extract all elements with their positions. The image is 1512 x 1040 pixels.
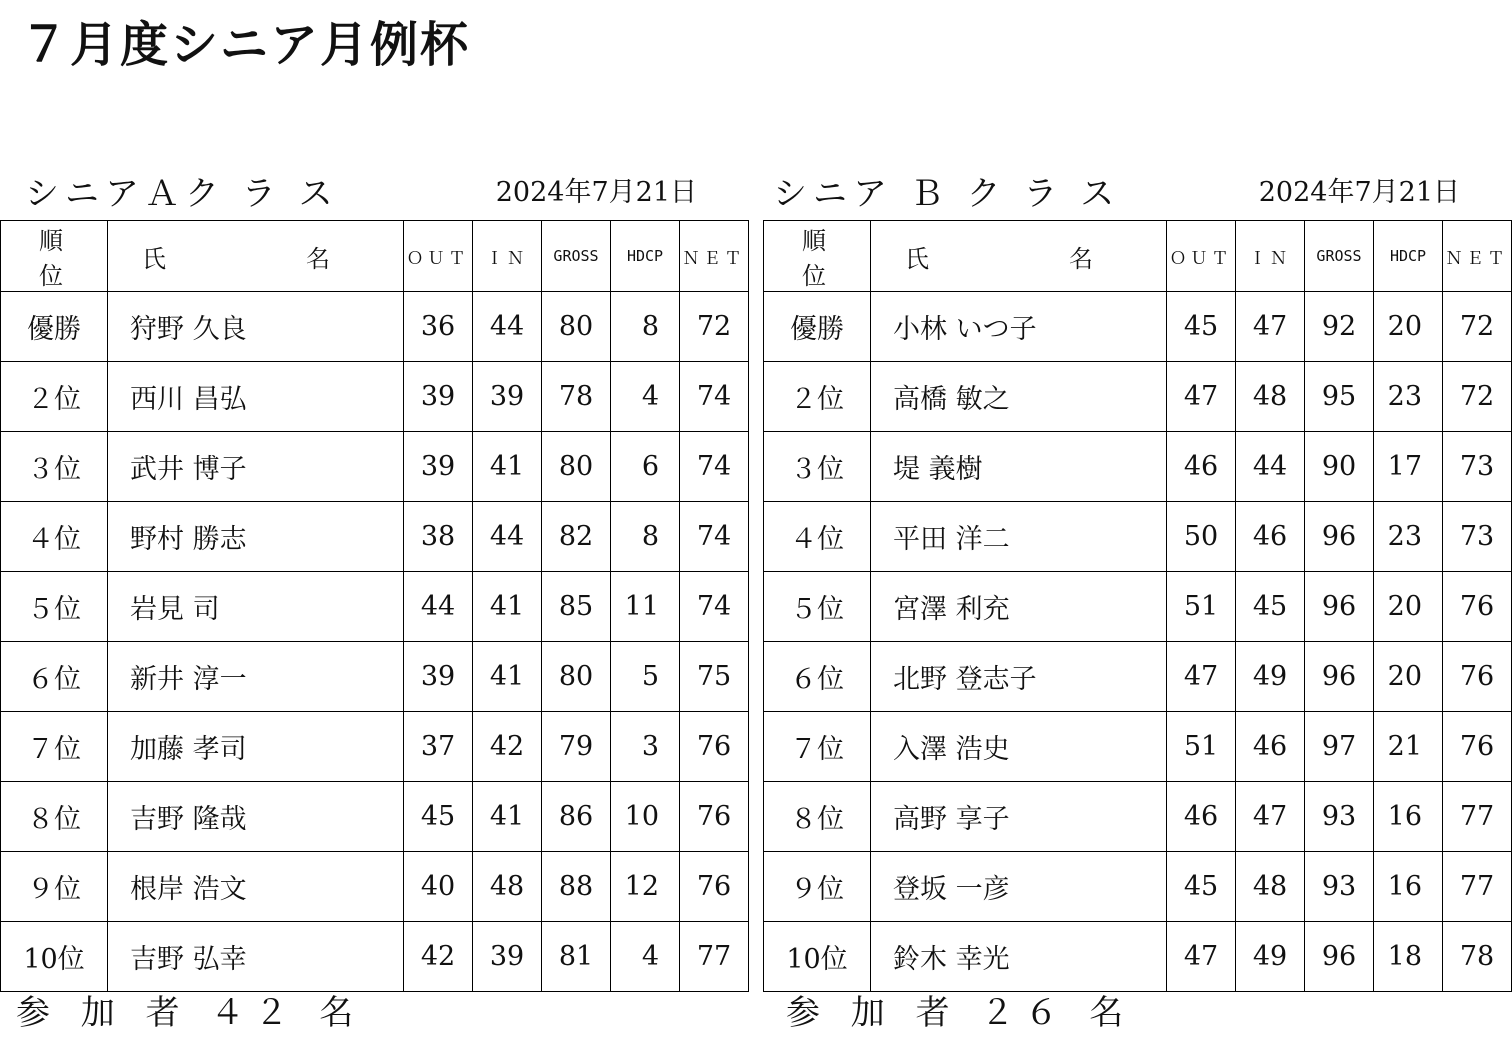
in-cell: 48 bbox=[1236, 852, 1305, 922]
col-out-header: ＯＵＴ bbox=[1167, 221, 1236, 292]
gross-cell: 93 bbox=[1305, 782, 1374, 852]
rank-cell: ８位 bbox=[1, 782, 108, 852]
hdcp-cell: 20 bbox=[1374, 642, 1443, 712]
table-row bbox=[764, 782, 1512, 852]
class-b-date: 2024年7月21日 bbox=[1258, 177, 1460, 208]
name-cell: 武井 博子 bbox=[108, 432, 404, 502]
table-row bbox=[1, 432, 749, 502]
gross-cell: 80 bbox=[542, 292, 611, 362]
class-b-table-body bbox=[764, 292, 1512, 992]
name-cell: 加藤 孝司 bbox=[108, 712, 404, 782]
gross-cell: 90 bbox=[1305, 432, 1374, 502]
rank-cell: ２位 bbox=[1, 362, 108, 432]
out-cell: 45 bbox=[404, 782, 473, 852]
rank-cell: 優勝 bbox=[764, 292, 871, 362]
net-cell: 78 bbox=[1443, 922, 1512, 992]
table-row bbox=[764, 572, 1512, 642]
gross-cell: 96 bbox=[1305, 922, 1374, 992]
col-name-header-1: 氏 bbox=[905, 244, 929, 273]
table-row bbox=[764, 922, 1512, 992]
net-cell: 76 bbox=[1443, 572, 1512, 642]
hdcp-cell: 5 bbox=[611, 642, 680, 712]
hdcp-cell: 23 bbox=[1374, 502, 1443, 572]
gross-cell: 96 bbox=[1305, 572, 1374, 642]
in-cell: 44 bbox=[473, 292, 542, 362]
rank-cell: ３位 bbox=[764, 432, 871, 502]
out-cell: 45 bbox=[1167, 852, 1236, 922]
rank-cell: 優勝 bbox=[1, 292, 108, 362]
out-cell: 47 bbox=[1167, 362, 1236, 432]
in-cell: 39 bbox=[473, 362, 542, 432]
class-a-header bbox=[0, 160, 705, 220]
page-title: ７月度シニア月例杯 bbox=[20, 17, 471, 73]
table-header-row bbox=[764, 221, 1512, 292]
gross-cell: 80 bbox=[542, 642, 611, 712]
in-cell: 41 bbox=[473, 432, 542, 502]
class-a-date: 2024年7月21日 bbox=[495, 177, 697, 208]
gross-cell: 97 bbox=[1305, 712, 1374, 782]
rank-cell: ３位 bbox=[1, 432, 108, 502]
net-cell: 77 bbox=[1443, 852, 1512, 922]
table-row bbox=[764, 502, 1512, 572]
in-cell: 44 bbox=[473, 502, 542, 572]
col-name-header-2: 名 bbox=[306, 244, 330, 273]
rank-cell: ５位 bbox=[1, 572, 108, 642]
col-net-header: ＮＥＴ bbox=[680, 221, 749, 292]
net-cell: 72 bbox=[680, 292, 749, 362]
col-name-header bbox=[108, 221, 404, 292]
in-cell: 49 bbox=[1236, 922, 1305, 992]
col-in-header: ＩＮ bbox=[473, 221, 542, 292]
out-cell: 39 bbox=[404, 432, 473, 502]
in-cell: 49 bbox=[1236, 642, 1305, 712]
hdcp-cell: 21 bbox=[1374, 712, 1443, 782]
col-name-header-2: 名 bbox=[1069, 244, 1093, 273]
rank-cell: ６位 bbox=[764, 642, 871, 712]
net-cell: 76 bbox=[680, 782, 749, 852]
class-b-participants: 参 加 者 ２６ 名 bbox=[786, 993, 1134, 1033]
name-cell: 小林 いつ子 bbox=[871, 292, 1167, 362]
gross-cell: 78 bbox=[542, 362, 611, 432]
net-cell: 74 bbox=[680, 432, 749, 502]
hdcp-cell: 17 bbox=[1374, 432, 1443, 502]
class-b-header bbox=[763, 160, 1468, 220]
col-rank-header: 順 位 bbox=[764, 221, 871, 292]
rank-cell: ９位 bbox=[764, 852, 871, 922]
table-row bbox=[1, 362, 749, 432]
net-cell: 76 bbox=[680, 852, 749, 922]
in-cell: 44 bbox=[1236, 432, 1305, 502]
class-a-results-table bbox=[0, 220, 749, 992]
rank-cell: ８位 bbox=[764, 782, 871, 852]
name-cell: 吉野 弘幸 bbox=[108, 922, 404, 992]
hdcp-cell: 8 bbox=[611, 502, 680, 572]
table-row bbox=[764, 642, 1512, 712]
out-cell: 42 bbox=[404, 922, 473, 992]
table-row bbox=[1, 922, 749, 992]
rank-cell: ７位 bbox=[1, 712, 108, 782]
table-row bbox=[1, 782, 749, 852]
hdcp-cell: 20 bbox=[1374, 292, 1443, 362]
table-row bbox=[764, 362, 1512, 432]
col-gross-header: GROSS bbox=[1305, 221, 1374, 292]
class-a-participants: 参 加 者 ４２ 名 bbox=[16, 993, 364, 1033]
table-row bbox=[1, 502, 749, 572]
rank-cell: ４位 bbox=[764, 502, 871, 572]
gross-cell: 79 bbox=[542, 712, 611, 782]
table-row bbox=[1, 572, 749, 642]
in-cell: 45 bbox=[1236, 572, 1305, 642]
gross-cell: 81 bbox=[542, 922, 611, 992]
out-cell: 51 bbox=[1167, 712, 1236, 782]
rank-cell: ２位 bbox=[764, 362, 871, 432]
name-cell: 平田 洋二 bbox=[871, 502, 1167, 572]
hdcp-cell: 20 bbox=[1374, 572, 1443, 642]
hdcp-cell: 11 bbox=[611, 572, 680, 642]
hdcp-cell: 4 bbox=[611, 362, 680, 432]
gross-cell: 92 bbox=[1305, 292, 1374, 362]
in-cell: 41 bbox=[473, 642, 542, 712]
out-cell: 38 bbox=[404, 502, 473, 572]
table-row bbox=[764, 432, 1512, 502]
hdcp-cell: 3 bbox=[611, 712, 680, 782]
gross-cell: 88 bbox=[542, 852, 611, 922]
hdcp-cell: 8 bbox=[611, 292, 680, 362]
table-row bbox=[1, 712, 749, 782]
class-a-table-body bbox=[1, 292, 749, 992]
table-row bbox=[1, 292, 749, 362]
table-row bbox=[1, 852, 749, 922]
net-cell: 74 bbox=[680, 502, 749, 572]
col-hdcp-header: HDCP bbox=[611, 221, 680, 292]
table-row bbox=[764, 712, 1512, 782]
name-cell: 堤 義樹 bbox=[871, 432, 1167, 502]
in-cell: 47 bbox=[1236, 292, 1305, 362]
out-cell: 37 bbox=[404, 712, 473, 782]
gross-cell: 85 bbox=[542, 572, 611, 642]
class-b-results-table bbox=[763, 220, 1512, 992]
col-net-header: ＮＥＴ bbox=[1443, 221, 1512, 292]
out-cell: 39 bbox=[404, 642, 473, 712]
net-cell: 76 bbox=[680, 712, 749, 782]
name-cell: 鈴木 幸光 bbox=[871, 922, 1167, 992]
name-cell: 吉野 隆哉 bbox=[108, 782, 404, 852]
rank-cell: ６位 bbox=[1, 642, 108, 712]
name-cell: 狩野 久良 bbox=[108, 292, 404, 362]
table-row bbox=[764, 852, 1512, 922]
name-cell: 新井 淳一 bbox=[108, 642, 404, 712]
hdcp-cell: 18 bbox=[1374, 922, 1443, 992]
hdcp-cell: 16 bbox=[1374, 852, 1443, 922]
out-cell: 46 bbox=[1167, 432, 1236, 502]
rank-cell: ９位 bbox=[1, 852, 108, 922]
class-a-title: シニアＡク ラ ス bbox=[25, 174, 339, 214]
net-cell: 74 bbox=[680, 572, 749, 642]
hdcp-cell: 6 bbox=[611, 432, 680, 502]
hdcp-cell: 12 bbox=[611, 852, 680, 922]
out-cell: 47 bbox=[1167, 642, 1236, 712]
class-a-section bbox=[0, 160, 746, 992]
name-cell: 野村 勝志 bbox=[108, 502, 404, 572]
name-cell: 登坂 一彦 bbox=[871, 852, 1167, 922]
out-cell: 40 bbox=[404, 852, 473, 922]
out-cell: 36 bbox=[404, 292, 473, 362]
net-cell: 73 bbox=[1443, 502, 1512, 572]
in-cell: 46 bbox=[1236, 712, 1305, 782]
col-in-header: ＩＮ bbox=[1236, 221, 1305, 292]
in-cell: 41 bbox=[473, 782, 542, 852]
hdcp-cell: 10 bbox=[611, 782, 680, 852]
rank-cell: ５位 bbox=[764, 572, 871, 642]
hdcp-cell: 16 bbox=[1374, 782, 1443, 852]
net-cell: 77 bbox=[1443, 782, 1512, 852]
rank-cell: 10位 bbox=[1, 922, 108, 992]
col-out-header: ＯＵＴ bbox=[404, 221, 473, 292]
gross-cell: 86 bbox=[542, 782, 611, 852]
gross-cell: 82 bbox=[542, 502, 611, 572]
gross-cell: 80 bbox=[542, 432, 611, 502]
net-cell: 72 bbox=[1443, 362, 1512, 432]
in-cell: 42 bbox=[473, 712, 542, 782]
rank-cell: ４位 bbox=[1, 502, 108, 572]
col-rank-header: 順 位 bbox=[1, 221, 108, 292]
name-cell: 根岸 浩文 bbox=[108, 852, 404, 922]
net-cell: 77 bbox=[680, 922, 749, 992]
gross-cell: 95 bbox=[1305, 362, 1374, 432]
name-cell: 入澤 浩史 bbox=[871, 712, 1167, 782]
in-cell: 46 bbox=[1236, 502, 1305, 572]
class-b-section bbox=[763, 160, 1509, 992]
out-cell: 45 bbox=[1167, 292, 1236, 362]
net-cell: 76 bbox=[1443, 712, 1512, 782]
in-cell: 47 bbox=[1236, 782, 1305, 852]
out-cell: 39 bbox=[404, 362, 473, 432]
out-cell: 50 bbox=[1167, 502, 1236, 572]
rank-cell: 10位 bbox=[764, 922, 871, 992]
net-cell: 72 bbox=[1443, 292, 1512, 362]
table-row bbox=[764, 292, 1512, 362]
table-row bbox=[1, 642, 749, 712]
net-cell: 76 bbox=[1443, 642, 1512, 712]
name-cell: 高野 享子 bbox=[871, 782, 1167, 852]
out-cell: 46 bbox=[1167, 782, 1236, 852]
name-cell: 宮澤 利充 bbox=[871, 572, 1167, 642]
rank-cell: ７位 bbox=[764, 712, 871, 782]
hdcp-cell: 23 bbox=[1374, 362, 1443, 432]
name-cell: 北野 登志子 bbox=[871, 642, 1167, 712]
in-cell: 48 bbox=[473, 852, 542, 922]
out-cell: 47 bbox=[1167, 922, 1236, 992]
col-name-header-1: 氏 bbox=[142, 244, 166, 273]
gross-cell: 96 bbox=[1305, 502, 1374, 572]
name-cell: 岩見 司 bbox=[108, 572, 404, 642]
net-cell: 74 bbox=[680, 362, 749, 432]
hdcp-cell: 4 bbox=[611, 922, 680, 992]
name-cell: 高橋 敏之 bbox=[871, 362, 1167, 432]
net-cell: 73 bbox=[1443, 432, 1512, 502]
in-cell: 48 bbox=[1236, 362, 1305, 432]
col-gross-header: GROSS bbox=[542, 221, 611, 292]
in-cell: 39 bbox=[473, 922, 542, 992]
out-cell: 51 bbox=[1167, 572, 1236, 642]
gross-cell: 96 bbox=[1305, 642, 1374, 712]
col-name-header bbox=[871, 221, 1167, 292]
name-cell: 西川 昌弘 bbox=[108, 362, 404, 432]
table-header-row bbox=[1, 221, 749, 292]
net-cell: 75 bbox=[680, 642, 749, 712]
class-b-title: シニア Ｂ ク ラ ス bbox=[773, 174, 1121, 214]
in-cell: 41 bbox=[473, 572, 542, 642]
col-hdcp-header: HDCP bbox=[1374, 221, 1443, 292]
gross-cell: 93 bbox=[1305, 852, 1374, 922]
out-cell: 44 bbox=[404, 572, 473, 642]
